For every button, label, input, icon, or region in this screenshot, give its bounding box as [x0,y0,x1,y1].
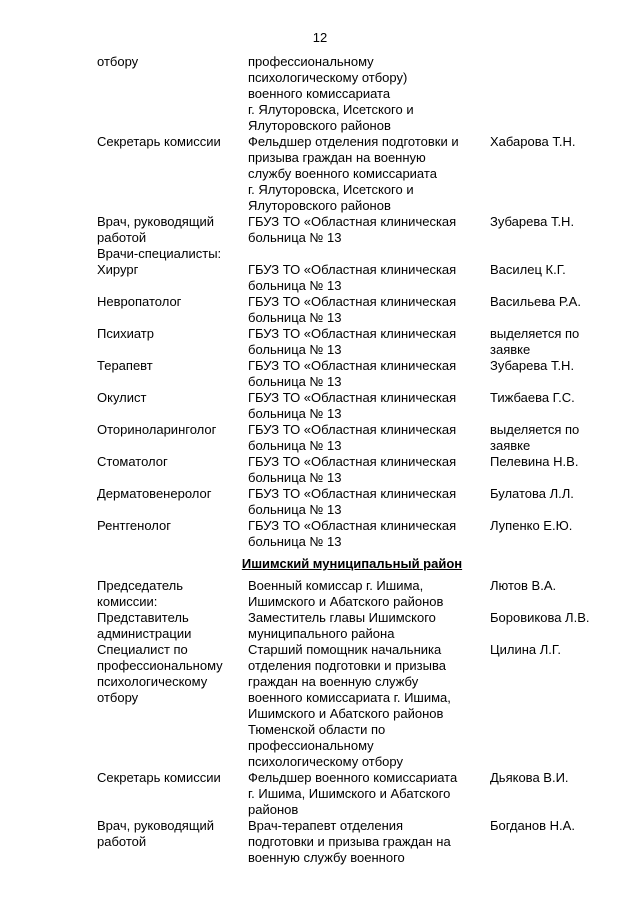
table-row [97,134,607,214]
commission-table-part-1 [97,54,607,550]
table-row [97,54,607,134]
table-row [97,518,607,550]
text-line: Зубарева Т.Н. [490,214,575,229]
role-cell [97,54,248,134]
text-line: больница № 13 [248,438,342,453]
text-line: граждан на военную службу [248,674,419,689]
person-cell [490,390,607,422]
text-line: г. Ялуторовска, Исетского и [248,102,414,117]
text-line: больница № 13 [248,406,342,421]
text-line: заявке [490,342,531,357]
text-line: г. Ялуторовска, Исетского и [248,182,414,197]
text-line: Зубарева Т.Н. [490,358,575,373]
text-line: Ялуторовского районов [248,118,391,133]
text-line: Пелевина Н.В. [490,454,579,469]
text-line: отбору [97,690,139,705]
role-cell [97,610,248,642]
organization-cell [248,770,490,818]
text-line: ГБУЗ ТО «Областная клиническая [248,294,457,309]
text-line: ГБУЗ ТО «Областная клиническая [248,486,457,501]
text-line: профессиональному [97,658,223,673]
organization-cell [248,262,490,294]
table-row [97,390,607,422]
role-cell [97,134,248,214]
text-line: службу военного комиссариата [248,166,437,181]
text-line: ГБУЗ ТО «Областная клиническая [248,326,457,341]
person-cell [490,214,607,262]
person-cell [490,770,607,818]
text-line: Тижбаева Г.С. [490,390,575,405]
text-line: работой [97,834,147,849]
text-line: Лютов В.А. [490,578,557,593]
text-line: ГБУЗ ТО «Областная клиническая [248,422,457,437]
person-cell [490,54,607,134]
text-line: больница № 13 [248,230,342,245]
text-line: военную службу военного [248,850,405,865]
table-row [97,262,607,294]
text-line: Врачи-специалисты: [97,246,222,261]
role-cell [97,518,248,550]
text-line: больница № 13 [248,374,342,389]
text-line: Врач-терапевт отделения [248,818,404,833]
organization-cell [248,422,490,454]
organization-cell [248,610,490,642]
text-line: работой [97,230,147,245]
table-row [97,610,607,642]
text-line: Окулист [97,390,147,405]
text-line: Богданов Н.А. [490,818,575,833]
organization-cell [248,518,490,550]
text-line: заявке [490,438,531,453]
role-cell [97,262,248,294]
text-line: Васильева Р.А. [490,294,581,309]
text-line: г. Ишима, Ишимского и Абатского [248,786,451,801]
text-line: Военный комиссар г. Ишима, [248,578,424,593]
text-line: больница № 13 [248,534,342,549]
text-line: Василец К.Г. [490,262,566,277]
person-cell [490,134,607,214]
person-cell [490,358,607,390]
person-cell [490,422,607,454]
text-line: Невропатолог [97,294,182,309]
text-line: Оториноларинголог [97,422,217,437]
organization-cell [248,642,490,770]
text-line: Представитель [97,610,189,625]
text-line: больница № 13 [248,278,342,293]
section-title: Ишимский муниципальный район [241,556,463,571]
text-line: Врач, руководящий [97,214,215,229]
text-line: выделяется по [490,326,580,341]
organization-cell [248,358,490,390]
text-line: Рентгенолог [97,518,171,533]
text-line: муниципального района [248,626,395,641]
organization-cell [248,454,490,486]
role-cell [97,486,248,518]
text-line: больница № 13 [248,502,342,517]
role-cell [97,326,248,358]
text-line: Фельдшер отделения подготовки и [248,134,459,149]
person-cell [490,326,607,358]
text-line: Булатова Л.Л. [490,486,574,501]
text-line: больница № 13 [248,342,342,357]
text-line: военного комиссариата [248,86,391,101]
person-cell [490,578,607,610]
text-line: Хабарова Т.Н. [490,134,576,149]
text-line: районов [248,802,299,817]
table-row [97,422,607,454]
text-line: отделения подготовки и призыва [248,658,446,673]
text-line: Стоматолог [97,454,168,469]
text-line: ГБУЗ ТО «Областная клиническая [248,518,457,533]
organization-cell [248,326,490,358]
role-cell [97,642,248,770]
text-line: Лупенко Е.Ю. [490,518,573,533]
text-line: Психиатр [97,326,154,341]
person-cell [490,486,607,518]
text-line: Ишимского и Абатского районов [248,594,444,609]
text-line: подготовки и призыва граждан на [248,834,451,849]
table-row [97,358,607,390]
text-line: Тюменской области по [248,722,386,737]
role-cell [97,358,248,390]
page-number: 12 [312,30,328,45]
table-row [97,818,607,866]
text-line: Специалист по [97,642,188,657]
role-cell [97,294,248,326]
commission-table [97,54,607,866]
text-line: выделяется по [490,422,580,437]
text-line: Хирург [97,262,139,277]
text-line: Секретарь комиссии [97,770,221,785]
role-cell [97,214,248,262]
table-row [97,326,607,358]
organization-cell [248,578,490,610]
text-line: комиссии: [97,594,158,609]
commission-table-part-2 [97,578,607,866]
table-row [97,578,607,610]
role-cell [97,390,248,422]
table-row [97,454,607,486]
text-line: Боровикова Л.В. [490,610,590,625]
person-cell [490,294,607,326]
text-line: Секретарь комиссии [97,134,221,149]
text-line: ГБУЗ ТО «Областная клиническая [248,214,457,229]
text-line: психологическому отбору) [248,70,408,85]
text-line: ГБУЗ ТО «Областная клиническая [248,262,457,277]
text-line: профессиональному [248,738,374,753]
table-row [97,214,607,262]
organization-cell [248,294,490,326]
table-row [97,294,607,326]
organization-cell [248,54,490,134]
table-row [97,770,607,818]
text-line: Терапевт [97,358,153,373]
text-line: Дьякова В.И. [490,770,569,785]
person-cell [490,610,607,642]
text-line: Ялуторовского районов [248,198,391,213]
organization-cell [248,134,490,214]
organization-cell [248,214,490,262]
text-line: профессиональному [248,54,374,69]
text-line: Цилина Л.Г. [490,642,561,657]
person-cell [490,454,607,486]
text-line: Председатель [97,578,184,593]
text-line: Врач, руководящий [97,818,215,833]
text-line: психологическому [97,674,208,689]
person-cell [490,642,607,770]
organization-cell [248,818,490,866]
text-line: призыва граждан на военную [248,150,426,165]
text-line: ГБУЗ ТО «Областная клиническая [248,390,457,405]
organization-cell [248,486,490,518]
text-line: ГБУЗ ТО «Областная клиническая [248,454,457,469]
text-line: администрации [97,626,192,641]
text-line: Старший помощник начальника [248,642,442,657]
text-line: отбору [97,54,139,69]
text-line: Дерматовенеролог [97,486,212,501]
role-cell [97,770,248,818]
role-cell [97,422,248,454]
text-line: Фельдшер военного комиссариата [248,770,458,785]
table-row [97,486,607,518]
text-line: больница № 13 [248,310,342,325]
table-row [97,642,607,770]
text-line: военного комиссариата г. Ишима, [248,690,451,705]
text-line: психологическому отбору [248,754,403,769]
text-line: больница № 13 [248,470,342,485]
role-cell [97,818,248,866]
text-line: Ишимского и Абатского районов [248,706,444,721]
role-cell [97,454,248,486]
text-line: Заместитель главы Ишимского [248,610,436,625]
person-cell [490,518,607,550]
text-line: ГБУЗ ТО «Областная клиническая [248,358,457,373]
organization-cell [248,390,490,422]
person-cell [490,818,607,866]
person-cell [490,262,607,294]
role-cell [97,578,248,610]
